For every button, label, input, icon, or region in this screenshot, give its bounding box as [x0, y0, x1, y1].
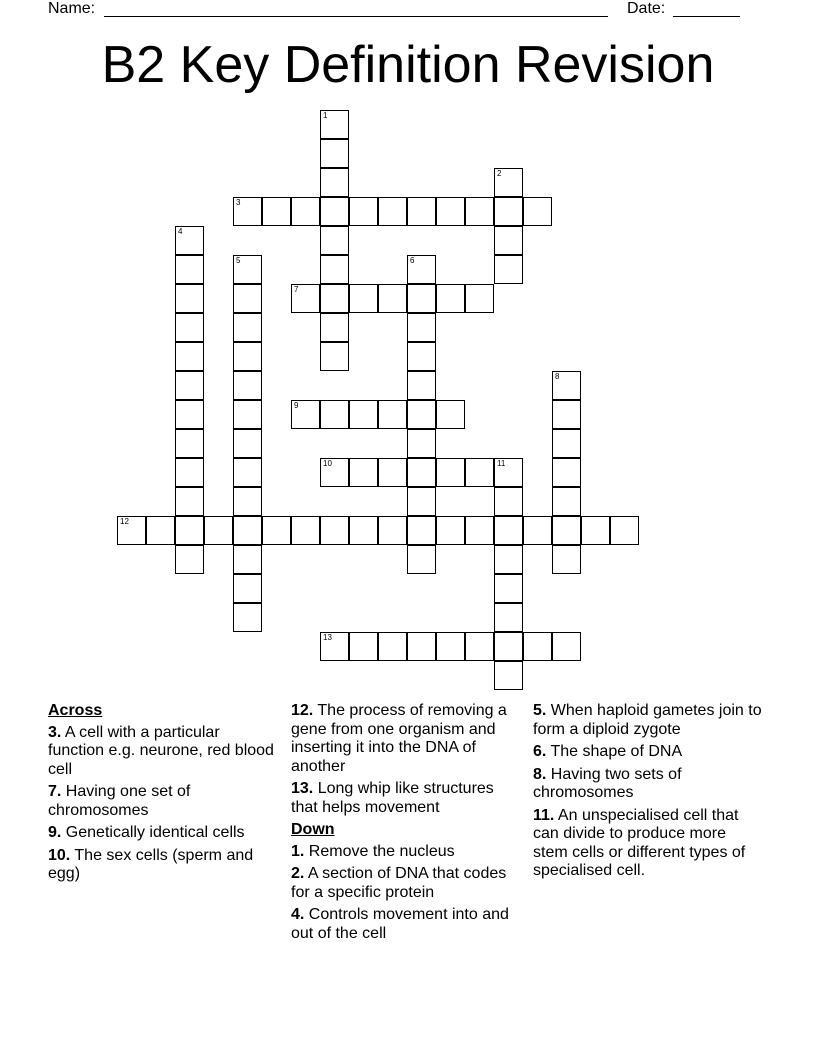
grid-cell[interactable] — [233, 371, 262, 400]
grid-cell[interactable] — [320, 458, 349, 487]
grid-cell[interactable] — [291, 284, 320, 313]
clue-number: 5. — [533, 702, 547, 719]
clue-text: The process of removing a gene from one organism and inserting it into the DNA of another — [291, 702, 507, 775]
grid-cell[interactable] — [291, 400, 320, 429]
grid-cell[interactable] — [494, 458, 523, 487]
grid-cell[interactable] — [378, 284, 407, 313]
down-heading: Down — [291, 821, 335, 838]
grid-cell[interactable] — [262, 516, 291, 545]
grid-cell[interactable] — [465, 197, 494, 226]
clue-across-10 — [48, 847, 274, 884]
cell-number: 3 — [236, 198, 241, 207]
clue-across-13 — [291, 780, 519, 817]
grid-cell[interactable] — [262, 197, 291, 226]
cell-number: 13 — [323, 633, 332, 642]
grid-cell[interactable] — [175, 545, 204, 574]
grid-cell[interactable] — [494, 197, 523, 226]
grid-cell[interactable] — [494, 226, 523, 255]
grid-cell[interactable] — [494, 168, 523, 197]
cell-number: 7 — [294, 285, 299, 294]
grid-cell[interactable] — [233, 429, 262, 458]
grid-cell[interactable] — [465, 458, 494, 487]
grid-cell[interactable] — [320, 226, 349, 255]
grid-cell[interactable] — [349, 458, 378, 487]
grid-cell[interactable] — [494, 661, 523, 690]
grid-cell[interactable] — [175, 429, 204, 458]
grid-cell[interactable] — [320, 632, 349, 661]
clue-text: Genetically identical cells — [65, 824, 245, 841]
grid-cell[interactable] — [523, 516, 552, 545]
grid-cell[interactable] — [552, 458, 581, 487]
clue-text: Controls movement into and out of the cell — [291, 906, 509, 942]
clue-down-5 — [533, 702, 765, 739]
grid-cell[interactable] — [320, 110, 349, 139]
grid-cell[interactable] — [175, 255, 204, 284]
grid-cell[interactable] — [465, 284, 494, 313]
grid-cell[interactable] — [349, 400, 378, 429]
clue-text: Having two sets of chromosomes — [533, 765, 682, 801]
cell-number: 6 — [410, 256, 415, 265]
clue-text: When haploid gametes join to form a diploid zygote — [533, 702, 762, 738]
date-label: Date: — [627, 0, 666, 17]
grid-cell[interactable] — [407, 545, 436, 574]
grid-cell[interactable] — [378, 516, 407, 545]
clue-number: 9. — [48, 824, 62, 841]
grid-cell[interactable] — [494, 255, 523, 284]
cell-number: 1 — [323, 111, 328, 120]
grid-cell[interactable] — [349, 516, 378, 545]
clues-column-3 — [533, 702, 765, 885]
grid-cell[interactable] — [233, 255, 262, 284]
clue-number: 8. — [533, 765, 547, 783]
grid-cell[interactable] — [320, 284, 349, 313]
grid-cell[interactable] — [378, 632, 407, 661]
clues-column-2 — [291, 702, 519, 947]
grid-cell[interactable] — [436, 284, 465, 313]
cell-number: 9 — [294, 401, 299, 410]
grid-cell[interactable] — [436, 632, 465, 661]
clue-across-7 — [48, 783, 274, 820]
grid-cell[interactable] — [407, 632, 436, 661]
grid-cell[interactable] — [175, 226, 204, 255]
grid-cell[interactable] — [349, 197, 378, 226]
clue-number: 11. — [533, 806, 555, 824]
cell-number: 10 — [323, 459, 332, 468]
grid-cell[interactable] — [233, 516, 262, 545]
grid-cell[interactable] — [233, 197, 262, 226]
clue-number: 1. — [291, 842, 305, 860]
clue-down-8 — [533, 766, 765, 803]
grid-cell[interactable] — [407, 429, 436, 458]
clue-across-9 — [48, 824, 274, 843]
grid-cell[interactable] — [320, 197, 349, 226]
grid-cell[interactable] — [581, 516, 610, 545]
grid-cell[interactable] — [378, 197, 407, 226]
grid-cell[interactable] — [436, 197, 465, 226]
clue-text: Remove the nucleus — [308, 842, 455, 860]
grid-cell[interactable] — [233, 342, 262, 371]
grid-cell[interactable] — [523, 632, 552, 661]
grid-cell[interactable] — [175, 400, 204, 429]
grid-cell[interactable] — [552, 516, 581, 545]
cell-number: 2 — [497, 169, 502, 178]
clue-number: 10. — [48, 846, 71, 864]
grid-cell[interactable] — [494, 545, 523, 574]
grid-cell[interactable] — [407, 197, 436, 226]
grid-cell[interactable] — [552, 487, 581, 516]
grid-cell[interactable] — [407, 371, 436, 400]
grid-cell[interactable] — [378, 400, 407, 429]
clue-number: 7. — [48, 783, 62, 800]
grid-cell[interactable] — [233, 574, 262, 603]
grid-cell[interactable] — [552, 632, 581, 661]
grid-cell[interactable] — [407, 516, 436, 545]
grid-cell[interactable] — [436, 400, 465, 429]
grid-cell[interactable] — [436, 516, 465, 545]
clue-number: 4. — [291, 906, 305, 923]
grid-cell[interactable] — [407, 458, 436, 487]
grid-cell[interactable] — [233, 487, 262, 516]
grid-cell[interactable] — [175, 313, 204, 342]
grid-cell[interactable] — [523, 197, 552, 226]
grid-cell[interactable] — [291, 197, 320, 226]
page-title: B2 Key Definition Revision — [101, 36, 715, 94]
grid-cell[interactable] — [320, 342, 349, 371]
grid-cell[interactable] — [610, 516, 639, 545]
grid-cell[interactable] — [175, 284, 204, 313]
grid-cell[interactable] — [233, 313, 262, 342]
grid-cell[interactable] — [349, 632, 378, 661]
grid-cell[interactable] — [407, 342, 436, 371]
clues-column-1 — [48, 702, 274, 888]
grid-cell[interactable] — [494, 603, 523, 632]
grid-cell[interactable] — [494, 632, 523, 661]
clue-number: 2. — [291, 865, 305, 882]
grid-cell[interactable] — [465, 632, 494, 661]
clue-number: 13. — [291, 780, 314, 797]
grid-cell[interactable] — [407, 313, 436, 342]
cell-number: 5 — [236, 256, 241, 265]
grid-cell[interactable] — [291, 516, 320, 545]
grid-cell[interactable] — [552, 429, 581, 458]
grid-cell[interactable] — [494, 516, 523, 545]
clue-text: A cell with a particular function e.g. neurone, red blood cell — [48, 723, 274, 778]
grid-cell[interactable] — [436, 458, 465, 487]
clue-down-2 — [291, 865, 519, 902]
clue-text: Long whip like structures that helps movement — [291, 780, 494, 816]
grid-cell[interactable] — [233, 284, 262, 313]
clue-text: The shape of DNA — [550, 743, 683, 760]
grid-cell[interactable] — [175, 458, 204, 487]
grid-cell[interactable] — [378, 458, 407, 487]
across-heading: Across — [48, 702, 103, 719]
grid-cell[interactable] — [204, 516, 233, 545]
cell-number: 8 — [555, 372, 560, 381]
clue-across-12 — [291, 702, 519, 776]
grid-cell[interactable] — [407, 400, 436, 429]
grid-cell[interactable] — [175, 487, 204, 516]
grid-cell[interactable] — [117, 516, 146, 545]
grid-cell[interactable] — [320, 139, 349, 168]
clue-text: The sex cells (sperm and egg) — [48, 846, 254, 882]
grid-cell[interactable] — [552, 371, 581, 400]
clue-number: 12. — [291, 702, 314, 719]
clue-text: A section of DNA that codes for a specific protein — [291, 865, 507, 901]
grid-cell[interactable] — [233, 603, 262, 632]
grid-cell[interactable] — [407, 284, 436, 313]
grid-cell[interactable] — [175, 516, 204, 545]
grid-cell[interactable] — [320, 400, 349, 429]
clue-number: 6. — [533, 743, 547, 760]
clue-down-1 — [291, 843, 519, 862]
grid-cell[interactable] — [494, 487, 523, 516]
clue-text: An unspecialised cell that can divide to produce more stem cells or different types of specialised cell. — [533, 806, 746, 879]
grid-cell[interactable] — [349, 284, 378, 313]
grid-cell[interactable] — [233, 545, 262, 574]
grid-cell[interactable] — [552, 400, 581, 429]
grid-cell[interactable] — [320, 255, 349, 284]
grid-cell[interactable] — [175, 342, 204, 371]
cell-number: 4 — [178, 227, 183, 236]
cell-number: 12 — [120, 517, 129, 526]
grid-cell[interactable] — [175, 371, 204, 400]
grid-cell[interactable] — [146, 516, 175, 545]
cell-number: 11 — [497, 459, 506, 468]
clue-down-6 — [533, 743, 765, 762]
grid-cell[interactable] — [233, 458, 262, 487]
grid-cell[interactable] — [407, 255, 436, 284]
clue-number: 3. — [48, 723, 62, 741]
grid-cell[interactable] — [320, 516, 349, 545]
clue-down-4 — [291, 906, 519, 943]
grid-cell[interactable] — [233, 400, 262, 429]
grid-cell[interactable] — [407, 487, 436, 516]
clue-text: Having one set of chromosomes — [48, 783, 191, 819]
clue-down-11 — [533, 807, 765, 881]
name-label: Name: — [48, 0, 96, 17]
grid-cell[interactable] — [320, 313, 349, 342]
grid-cell[interactable] — [552, 545, 581, 574]
grid-cell[interactable] — [320, 168, 349, 197]
grid-cell[interactable] — [465, 516, 494, 545]
grid-cell[interactable] — [494, 574, 523, 603]
clue-across-3 — [48, 724, 274, 780]
